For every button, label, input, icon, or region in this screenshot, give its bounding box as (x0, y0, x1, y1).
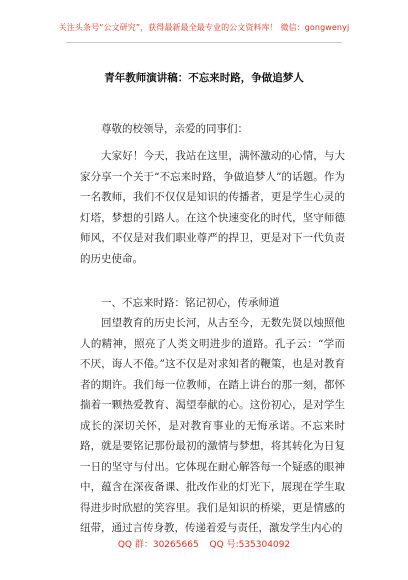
paragraph-opening: 大家好！今天，我站在这里，满怀激动的心情，与大家分享一个关于“不忘来时路，争做追梦人”的话题。作为一名教师，我们不仅仅是知识的传播者，更是学生心灵的灯塔，梦想的引路人。在这个快速变化的时代，坚守师德师风，不仅是对我们职业尊严的捍卫，更是对下一代负责的历史使命。 (80, 150, 345, 265)
header-divider (66, 42, 342, 43)
paragraph-section-1: 回望教育的历史长河，从古至今，无数先贤以烛照他人的精神，照亮了人类文明进步的道路。孔子云：“学而不厌，诲人不倦。”这不仅是对求知者的鞭策，也是对教育者的期许。我们每一位教师，在踏上讲台的那一刻，都怀揣着一颗热爱教育、渴望奉献的心。这份初心，是对学生成长的深切关怀，是对教育事业的无悔承诺。不忘来时路，就是要铭记那份最初的激情与梦想，将其转化为日复一日的坚守与付出。它体现在耐心解答每一个疑惑的眼神中，蕴含在深夜备课、批改作业的灯光下，展现在学生取得进步时欣慰的笑容里。我们是知识的桥梁，更是情感的纽带，通过言传身教，传递着爱与责任，激发学生内心的 (80, 317, 345, 534)
page-header-notice: 关注头条号“公文研究”，获得最新最全最专业的公文资料库！ 微信：gongwenyj (58, 23, 350, 32)
footer-qq-number: QQ 号:535304092 (209, 540, 291, 550)
footer-qq-group: QQ 群：30265665 (117, 540, 199, 550)
page-footer (0, 537, 408, 550)
greeting: 尊敬的校领导，亲爱的同事们： (101, 123, 248, 135)
document-title: 青年教师演讲稿：不忘来时路，争做追梦人 (104, 72, 304, 84)
section-heading-1: 一、不忘来时路：铭记初心，传承师道 (101, 297, 280, 309)
